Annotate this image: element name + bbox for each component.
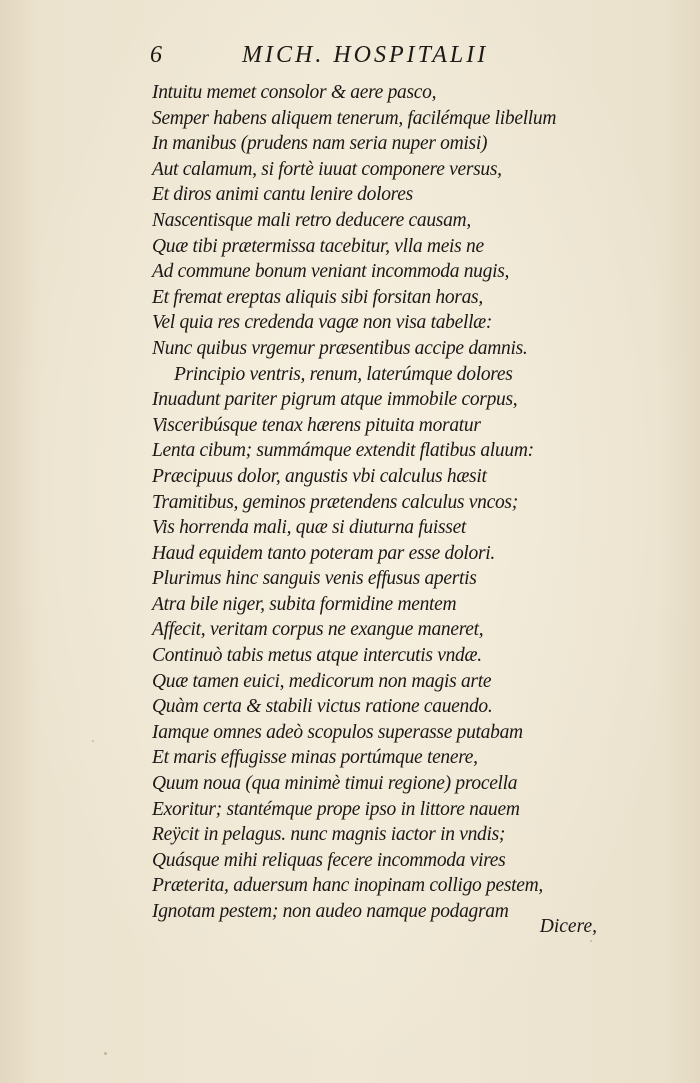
paper-speck — [104, 1052, 107, 1055]
verse-line: Quæ tibi prætermissa tacebitur, vlla meis ne — [152, 235, 484, 257]
verse-line: Et maris effugisse minas portúmque tenere, — [152, 747, 478, 769]
page-header — [150, 40, 530, 74]
verse-line: Vel quia res credenda vagæ non visa tabellæ: — [152, 312, 493, 334]
verse-line: Affecit, veritam corpus ne exangue maneret, — [152, 619, 484, 641]
verse-line: Continuò tabis metus atque intercutis vndæ. — [152, 645, 482, 667]
verse-line: Et fremat ereptas aliquis sibi forsitan horas, — [152, 286, 483, 308]
verse-line: Lenta cibum; summámque extendit flatibus aluum: — [152, 440, 534, 462]
verse-line: Aut calamum, si fortè iuuat componere versus, — [152, 158, 502, 180]
verse-line: Haud equidem tanto poteram par esse dolori. — [152, 542, 495, 564]
verse-line: Ignotam pestem; non audeo namque podagram — [152, 901, 509, 922]
verse-line: Reÿcit in pelagus. nunc magnis iactor in vndis; — [152, 824, 506, 846]
paper-speck — [590, 940, 592, 942]
verse-line: Quum noua (qua minimè timui regione) procella — [152, 773, 518, 795]
verse-line: Inuadunt pariter pigrum atque immobile corpus, — [152, 389, 518, 411]
verse-line: Semper habens aliquem tenerum, facilémque libellum — [152, 107, 557, 129]
verse-line: Quæ tamen euici, medicorum non magis arte — [152, 670, 492, 692]
verse-line: Nunc quibus vrgemur præsentibus accipe damnis. — [152, 337, 528, 359]
verse-line: Visceribúsque tenax hærens pituita moratur — [152, 414, 481, 436]
verse-line: In manibus (prudens nam seria nuper omisi) — [152, 133, 488, 155]
verse-line: Exoritur; stantémque prope ipso in littore nauem — [152, 798, 520, 820]
page-number: 6 — [150, 42, 162, 68]
catchword: Dicere, — [539, 916, 597, 937]
verse-line: Præterita, aduersum hanc inopinam colligo pestem, — [152, 875, 543, 897]
verse-text — [152, 80, 602, 925]
verse-line: Intuitu memet consolor & aere pasco, — [152, 82, 437, 103]
paper-speck — [92, 740, 94, 742]
verse-line: Iamque omnes adeò scopulos superasse putabam — [152, 721, 523, 743]
verse-line: Principio ventris, renum, laterúmque dolores — [174, 363, 513, 385]
verse-line: Quàm certa & stabili victus ratione cauendo. — [152, 696, 493, 718]
verse-line: Atra bile niger, subita formidine mentem — [152, 593, 457, 615]
verse-line: Plurimus hinc sanguis venis effusus apertis — [152, 568, 477, 590]
running-head: MICH. HOSPITALII — [242, 42, 489, 68]
verse-line: Præcipuus dolor, angustis vbi calculus hæsit — [152, 465, 487, 487]
verse-line: Vis horrenda mali, quæ si diuturna fuisset — [152, 517, 467, 539]
verse-line: Et diros animi cantu lenire dolores — [152, 184, 413, 206]
verse-line: Nascentisque mali retro deducere causam, — [152, 209, 471, 231]
verse-line: Ad commune bonum veniant incommoda nugis, — [152, 261, 510, 283]
verse-line: Quásque mihi reliquas fecere incommoda vires — [152, 849, 506, 871]
verse-line: Tramitibus, geminos prætendens calculus vncos; — [152, 491, 518, 513]
